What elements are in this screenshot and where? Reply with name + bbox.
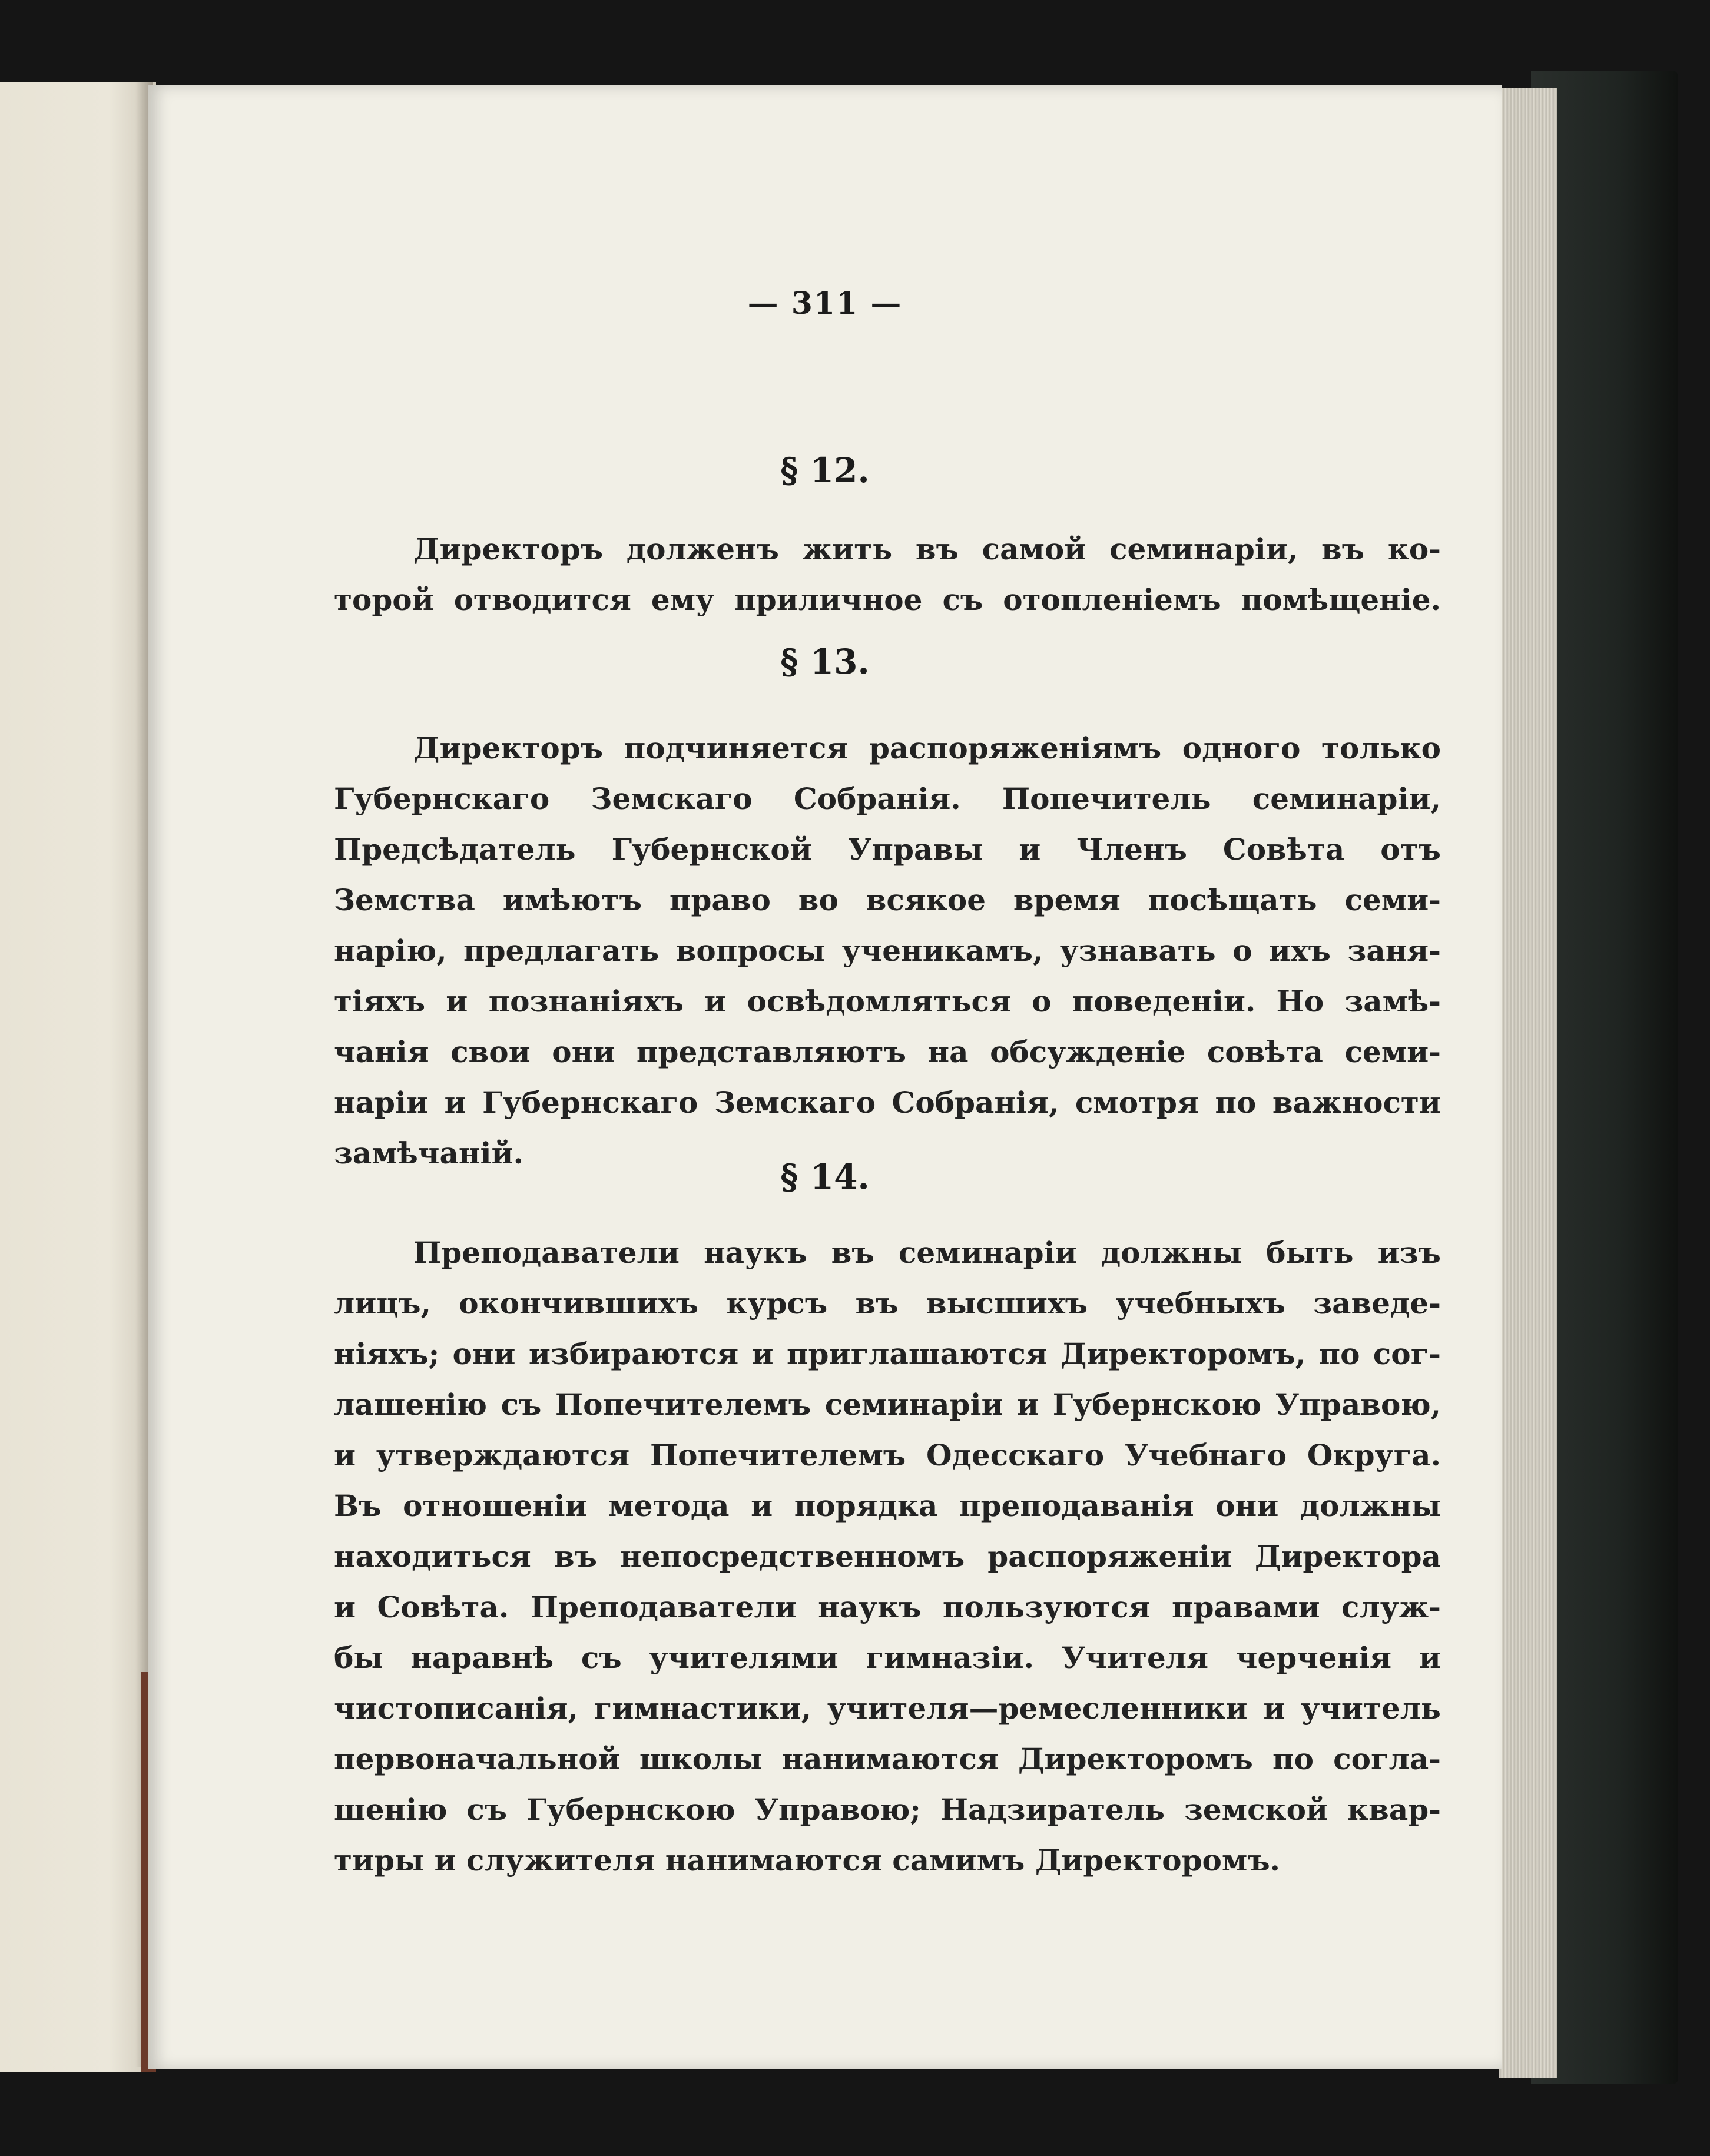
text-line: Директоръ долженъ жить въ самой семинаріи, въ ко- <box>413 532 1441 566</box>
text-line: находиться въ непосредственномъ распоряженіи Директора <box>334 1539 1441 1574</box>
section-heading-14: § 14. <box>780 1157 870 1197</box>
text-line: Губернскаго Земскаго Собранія. Попечитель семинаріи, <box>334 781 1441 816</box>
text-line: чистописанія, гимнастики, учителя—ремесленники и учитель <box>334 1691 1441 1726</box>
section-heading-12: § 12. <box>780 450 870 490</box>
text-line: торой отводится ему приличное съ отопленіемъ помѣщеніе. <box>334 582 1441 617</box>
text-line: наріи и Губернскаго Земскаго Собранія, смотря по важности <box>334 1085 1441 1120</box>
page-number: — 311 — <box>747 286 903 321</box>
paragraph-13 <box>334 723 1441 1179</box>
page-edges <box>1499 88 1557 2078</box>
text-line: чанія свои они представляютъ на обсужденіе совѣта семи- <box>334 1034 1441 1069</box>
text-line: лицъ, окончившихъ курсъ въ высшихъ учебныхъ заведе- <box>334 1286 1441 1321</box>
text-line: первоначальной школы нанимаются Директоромъ по согла- <box>334 1742 1441 1776</box>
text-line: лашенію съ Попечителемъ семинаріи и Губернскою Управою, <box>334 1387 1441 1422</box>
text-line: Директоръ подчиняется распоряженіямъ одного только <box>413 731 1441 765</box>
text-line: Земства имѣютъ право во всякое время посѣщать семи- <box>334 883 1441 917</box>
text-line: замѣчаній. <box>334 1136 523 1170</box>
paragraph-14 <box>334 1228 1441 1886</box>
text-line: шенію съ Губернскою Управою; Надзиратель земской квар- <box>334 1792 1441 1827</box>
text-line: ніяхъ; они избираются и приглашаются Директоромъ, по сог- <box>334 1336 1441 1371</box>
text-line: и Совѣта. Преподаватели наукъ пользуются правами служ- <box>334 1590 1441 1624</box>
book-page <box>148 85 1502 2069</box>
text-line: Предсѣдатель Губернской Управы и Членъ Совѣта отъ <box>334 832 1441 867</box>
text-line: тиры и служителя нанимаются самимъ Директоромъ. <box>334 1843 1281 1878</box>
text-line: бы наравнѣ съ учителями гимназіи. Учителя черченія и <box>334 1640 1441 1675</box>
paragraph-12 <box>334 524 1441 625</box>
text-line: и утверждаются Попечителемъ Одесскаго Учебнаго Округа. <box>334 1438 1441 1472</box>
text-line: Преподаватели наукъ въ семинаріи должны быть изъ <box>413 1235 1441 1270</box>
section-heading-13: § 13. <box>780 642 870 682</box>
text-line: тіяхъ и познаніяхъ и освѣдомляться о поведеніи. Но замѣ- <box>334 984 1441 1019</box>
left-page <box>0 82 156 2072</box>
text-line: Въ отношеніи метода и порядка преподаванія они должны <box>334 1488 1441 1523</box>
text-line: нарію, предлагать вопросы ученикамъ, узнавать о ихъ заня- <box>334 933 1441 968</box>
